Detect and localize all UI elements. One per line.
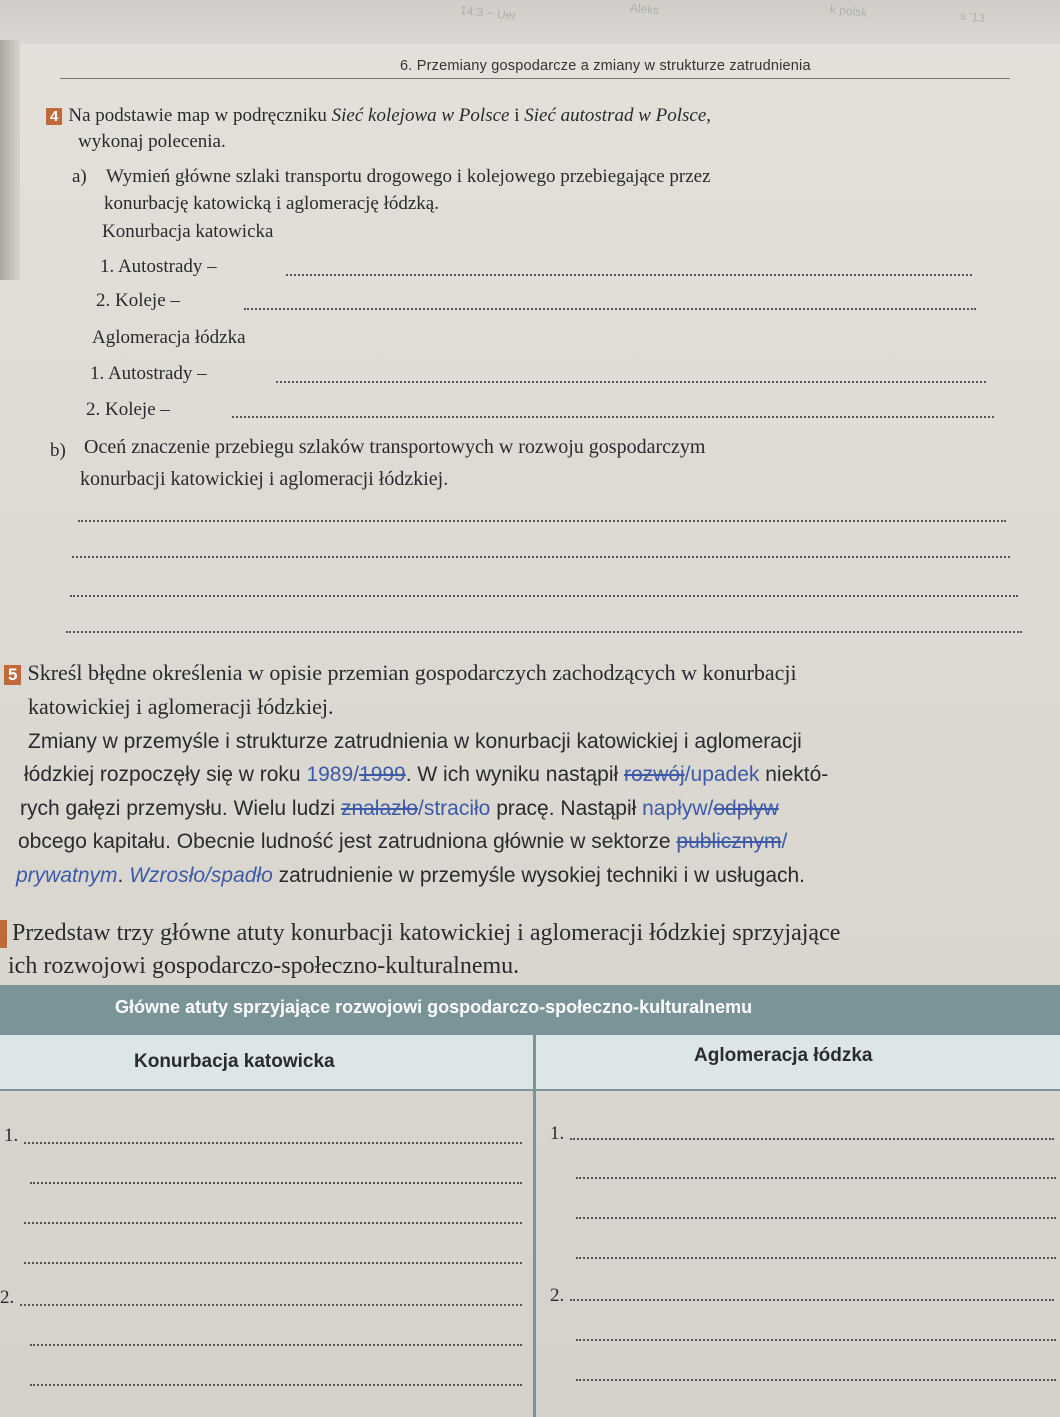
column-header-katowicka: Konurbacja katowicka <box>134 1051 335 1072</box>
page-top-strip <box>0 0 1060 44</box>
answer-line[interactable] <box>570 1299 1054 1301</box>
map-title-motorways: Sieć autostrad w Polsce <box>524 105 707 126</box>
task4b-line2: konurbacji katowickiej i aglomeracji łódzkiej. <box>80 468 449 490</box>
group2-title: Aglomeracja łódzka <box>92 327 246 348</box>
task6-line2: ich rozwojowi gospodarczo-społeczno-kulturalnemu. <box>8 953 520 979</box>
task5-line1: 5 Skreśl błędne określenia w opisie przemian gospodarczych zachodzących w konurbacji <box>4 660 797 686</box>
table-header-row <box>0 1035 1060 1090</box>
answer-line[interactable] <box>78 520 1006 522</box>
answer-line[interactable] <box>24 1222 522 1224</box>
background-scrawl: 14:3 ~ Uer <box>459 3 517 23</box>
option-publicznym[interactable]: publicznym <box>676 830 782 853</box>
task4a-line1: Wymień główne szlaki transportu drogowego i kolejowego przebiegające przez <box>106 166 711 187</box>
task5-number: 5 <box>4 665 21 685</box>
answer-line[interactable] <box>576 1257 1056 1259</box>
answer-line[interactable] <box>30 1182 522 1184</box>
option-rozwoj[interactable]: rozwój <box>623 763 685 786</box>
answer-line[interactable] <box>286 274 972 276</box>
task4a-line2: konurbację katowicką i aglomerację łódzką. <box>104 193 439 214</box>
task5-paragraph-line3: rych gałęzi przemysłu. Wielu ludzi znalazło/straciło pracę. Nastąpił napływ/odpływ <box>20 797 779 820</box>
group1-item2-label: 2. Koleje – <box>96 290 180 311</box>
option-odplyw[interactable]: odpływ <box>713 797 779 820</box>
table-title: Główne atuty sprzyjające rozwojowi gospodarczo-społeczno-kulturalnemu <box>115 997 753 1017</box>
right-item-number-2: 2. <box>550 1285 565 1306</box>
task4-number: 4 <box>46 108 62 125</box>
map-title-railways: Sieć kolejowa w Polsce <box>331 105 510 126</box>
background-scrawl: k polsk <box>829 2 868 20</box>
option-naplyw[interactable]: napływ <box>642 797 708 820</box>
task6-number-marker <box>0 920 7 948</box>
background-scrawl: Aleks <box>629 0 660 18</box>
background-scrawl: s '13 <box>959 8 986 26</box>
task5-paragraph-line2: łódzkiej rozpoczęły się w roku 1989/1999. W ich wyniku nastąpił rozwój/upadek niektó- <box>24 763 829 786</box>
task5-paragraph-line1: Zmiany w przemyśle i strukturze zatrudnienia w konurbacji katowickiej i aglomeracji <box>28 730 802 753</box>
task4a-label: a) <box>72 166 87 187</box>
option-prywatnym[interactable]: prywatnym <box>16 864 118 887</box>
right-item-number-1: 1. <box>550 1123 565 1144</box>
task6-line1: Przedstaw trzy główne atuty konurbacji katowickiej i aglomeracji łódzkiej sprzyjające <box>12 920 841 946</box>
answer-line[interactable] <box>576 1177 1056 1179</box>
group2-item1-label: 1. Autostrady – <box>90 363 207 384</box>
table-divider <box>0 1089 1060 1091</box>
option-1989[interactable]: 1989 <box>306 763 354 786</box>
answer-line[interactable] <box>24 1262 522 1264</box>
option-1999[interactable]: 1999 <box>359 763 406 786</box>
answer-line[interactable] <box>570 1138 1054 1140</box>
answer-line[interactable] <box>576 1217 1056 1219</box>
strengths-table <box>0 985 1060 1417</box>
column-header-lodzka: Aglomeracja łódzka <box>694 1045 873 1066</box>
answer-line[interactable] <box>70 595 1018 597</box>
group2-item2-label: 2. Koleje – <box>86 399 170 420</box>
group1-title: Konurbacja katowicka <box>102 221 274 242</box>
answer-line[interactable] <box>576 1379 1056 1381</box>
task4b-line1: Oceń znaczenie przebiegu szlaków transportowych w rozwoju gospodarczym <box>84 436 706 458</box>
header-rule <box>60 78 1010 79</box>
table-title-row <box>0 985 1060 1035</box>
task4-intro-line2: wykonaj polecenia. <box>78 131 226 152</box>
task4b-label: b) <box>50 440 66 461</box>
task4-intro-line1: 4 Na podstawie map w podręczniku Sieć kolejowa w Polsce i Sieć autostrad w Polsce, <box>46 105 711 127</box>
running-head: 6. Przemiany gospodarcze a zmiany w strukturze zatrudnienia <box>400 58 811 74</box>
answer-line[interactable] <box>30 1344 522 1346</box>
group1-item1-label: 1. Autostrady – <box>100 256 217 277</box>
left-item-number-1: 1. <box>4 1125 19 1146</box>
task5-line2: katowickiej i aglomeracji łódzkiej. <box>28 694 334 719</box>
option-wzroslo[interactable]: Wzrosło <box>129 864 206 887</box>
option-znalazlo[interactable]: znalazło <box>340 797 418 820</box>
answer-line[interactable] <box>72 556 1010 558</box>
answer-line[interactable] <box>20 1304 522 1306</box>
answer-line[interactable] <box>66 631 1022 633</box>
option-stracilo[interactable]: straciło <box>423 797 491 820</box>
task5-paragraph-line4: obcego kapitału. Obecnie ludność jest zatrudniona głównie w sektorze publicznym/ <box>18 830 788 853</box>
option-upadek[interactable]: upadek <box>690 763 760 786</box>
answer-line[interactable] <box>244 308 976 310</box>
answer-line[interactable] <box>24 1142 522 1144</box>
answer-line[interactable] <box>232 416 994 418</box>
page-left-edge <box>0 40 20 280</box>
left-item-number-2: 2. <box>0 1287 15 1308</box>
answer-line[interactable] <box>30 1384 522 1386</box>
answer-line[interactable] <box>276 381 986 383</box>
table-column-divider <box>533 1035 536 1417</box>
task5-paragraph-line5: prywatnym. Wzrosło/spadło zatrudnienie w przemyśle wysokiej techniki i w usługach. <box>16 864 806 887</box>
option-spadlo[interactable]: spadło <box>210 864 273 887</box>
answer-line[interactable] <box>576 1339 1056 1341</box>
